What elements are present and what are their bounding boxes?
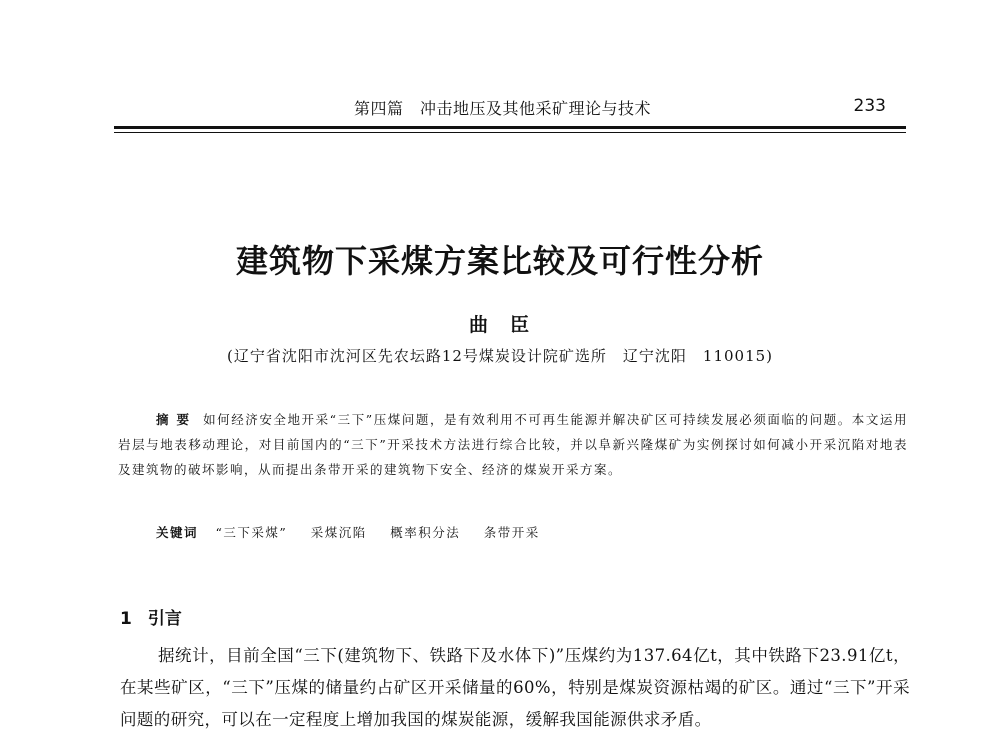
paper-author: 曲臣 xyxy=(468,314,551,336)
running-header xyxy=(114,96,906,120)
keyword-item: 条带开采 xyxy=(483,525,540,540)
body-paragraph: 据统计，目前全国“三下(建筑物下、铁路下及水体下)”压煤约为137.64亿t，其中铁路下23.91亿t，在某些矿区，“三下”压煤的储量约占矿区开采储量的60%，特别是煤炭资源枯竭的矿区。通过“三下”开采问题的研究，可以在一定程度上增加我国的煤炭能源，缓解我国能源供求矛盾。 xyxy=(120,646,910,729)
page-number: 233 xyxy=(853,96,886,116)
abstract-label: 摘要 xyxy=(156,412,198,427)
paper-title: 建筑物下采煤方案比较及可行性分析 xyxy=(235,242,764,280)
keywords xyxy=(156,523,558,541)
keyword-item: “三下采煤” xyxy=(215,525,288,540)
section-heading xyxy=(120,604,182,629)
paper-affiliation: (辽宁省沈阳市沈河区先农坛路12号煤炭设计院矿选所 辽宁沈阳 110015) xyxy=(226,347,774,365)
header-rule-thin xyxy=(114,132,906,133)
abstract xyxy=(118,407,908,482)
running-header-title: 第四篇 冲击地压及其他采矿理论与技术 xyxy=(354,99,652,118)
keywords-label: 关键词 xyxy=(156,525,199,540)
section-title: 引言 xyxy=(147,609,182,629)
abstract-text: 如何经济安全地开采“三下”压煤问题，是有效利用不可再生能源并解决矿区可持续发展必须面临的问题。本文运用岩层与地表移动理论，对目前国内的“三下”开采技术方法进行综合比较，并以阜新兴隆煤矿为实例探讨如何减小开采沉陷对地表及建筑物的破坏影响，从而提出条带开采的建筑物下安全、经济的煤炭开采方案。 xyxy=(118,412,908,477)
keyword-item: 概率积分法 xyxy=(390,525,461,540)
header-rule-thick xyxy=(114,126,906,129)
section-number: 1 xyxy=(120,609,132,629)
keyword-item: 采煤沉陷 xyxy=(310,525,367,540)
